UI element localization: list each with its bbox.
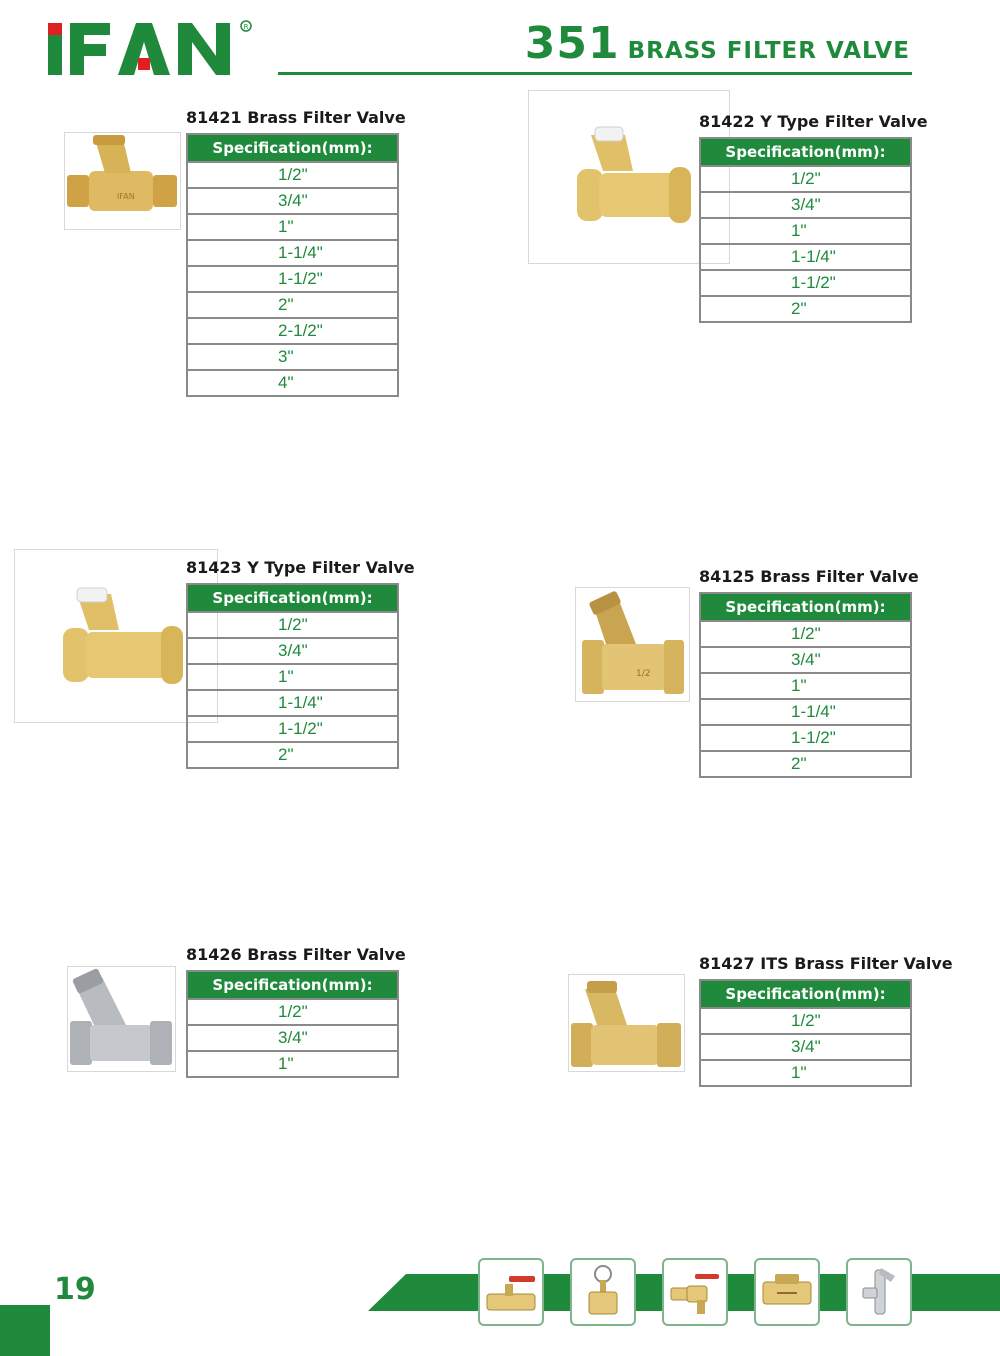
spec-row: 4": [188, 369, 397, 395]
angle-valve-icon: [846, 1258, 912, 1326]
spec-row: 1-1/4": [701, 243, 910, 269]
spec-row: 1-1/2": [188, 715, 397, 741]
spec-row: 1-1/4": [188, 689, 397, 715]
spec-row: 1-1/4": [701, 698, 910, 724]
product-title: 81423 Y Type Filter Valve: [186, 558, 415, 577]
product-81426: [186, 945, 406, 1078]
spec-row: 3/4": [188, 637, 397, 663]
spec-table: [699, 979, 912, 1087]
spec-row: 2-1/2": [188, 317, 397, 343]
check-valve-icon: [754, 1258, 820, 1326]
corner-block: [0, 1305, 50, 1356]
spec-row: 1/2": [701, 620, 910, 646]
product-title: 84125 Brass Filter Valve: [699, 567, 919, 586]
spec-row: 2": [188, 291, 397, 317]
spec-row: 1": [701, 672, 910, 698]
spec-row: 1": [701, 1059, 910, 1085]
svg-text:1/2: 1/2: [636, 669, 651, 679]
spec-header: Specification(mm):: [701, 139, 910, 165]
spec-row: 1/2": [188, 161, 397, 187]
spec-row: 3": [188, 343, 397, 369]
spec-row: 1/2": [188, 611, 397, 637]
spec-row: 1": [188, 663, 397, 689]
spec-row: 1-1/2": [701, 269, 910, 295]
spec-header: Specification(mm):: [188, 135, 397, 161]
spec-row: 3/4": [188, 1024, 397, 1050]
product-photo-81427: [568, 974, 685, 1072]
spec-row: 1-1/2": [701, 724, 910, 750]
spec-row: 1": [188, 1050, 397, 1076]
spec-row: 1": [188, 213, 397, 239]
brass-y-strainer-icon: [65, 133, 180, 229]
spec-header: Specification(mm):: [701, 594, 910, 620]
spec-row: 1-1/4": [188, 239, 397, 265]
product-81422: [699, 112, 928, 323]
product-photo-81426: [67, 966, 176, 1072]
spec-row: 2": [701, 750, 910, 776]
chrome-y-strainer-icon: [68, 967, 175, 1071]
spec-row: 3/4": [701, 191, 910, 217]
spec-table: [186, 970, 399, 1078]
spec-header: Specification(mm):: [188, 585, 397, 611]
spec-row: 2": [701, 295, 910, 321]
svg-text:IFAN: IFAN: [117, 192, 135, 201]
product-title: 81421 Brass Filter Valve: [186, 108, 406, 127]
ifan-logo: [48, 20, 258, 80]
spec-row: 1": [701, 217, 910, 243]
spec-table: [186, 583, 399, 769]
product-81421: [186, 108, 406, 397]
spec-row: 3/4": [701, 646, 910, 672]
spec-row: 1/2": [701, 165, 910, 191]
bibcock-icon: [662, 1258, 728, 1326]
spec-row: 3/4": [701, 1033, 910, 1059]
page-number: 19: [54, 1272, 96, 1307]
gate-valve-icon: [570, 1258, 636, 1326]
spec-row: 1-1/2": [188, 265, 397, 291]
product-photo-84125: [575, 587, 690, 702]
brass-y-strainer-icon: [569, 975, 684, 1071]
ball-valve-icon: [478, 1258, 544, 1326]
brass-y-strainer-icon: [576, 588, 689, 701]
product-title: 81422 Y Type Filter Valve: [699, 112, 928, 131]
product-photo-81421: [64, 132, 181, 230]
spec-table: [699, 592, 912, 778]
spec-row: 1/2": [188, 998, 397, 1024]
product-title: 81426 Brass Filter Valve: [186, 945, 406, 964]
spec-header: Specification(mm):: [188, 972, 397, 998]
product-84125: [699, 567, 919, 778]
spec-row: 2": [188, 741, 397, 767]
svg-text:R: R: [243, 23, 249, 31]
spec-table: [699, 137, 912, 323]
product-81423: [186, 558, 415, 769]
spec-header: Specification(mm):: [701, 981, 910, 1007]
section-title: BRASS FILTER VALVE: [627, 38, 910, 64]
page-header: [525, 18, 910, 69]
spec-row: 3/4": [188, 187, 397, 213]
header-rule: [278, 72, 912, 75]
section-number: 351: [524, 18, 620, 69]
spec-table: [186, 133, 399, 397]
product-title: 81427 ITS Brass Filter Valve: [699, 954, 953, 973]
product-81427: [699, 954, 953, 1087]
footer-icon-bar: [478, 1258, 912, 1326]
spec-row: 1/2": [701, 1007, 910, 1033]
